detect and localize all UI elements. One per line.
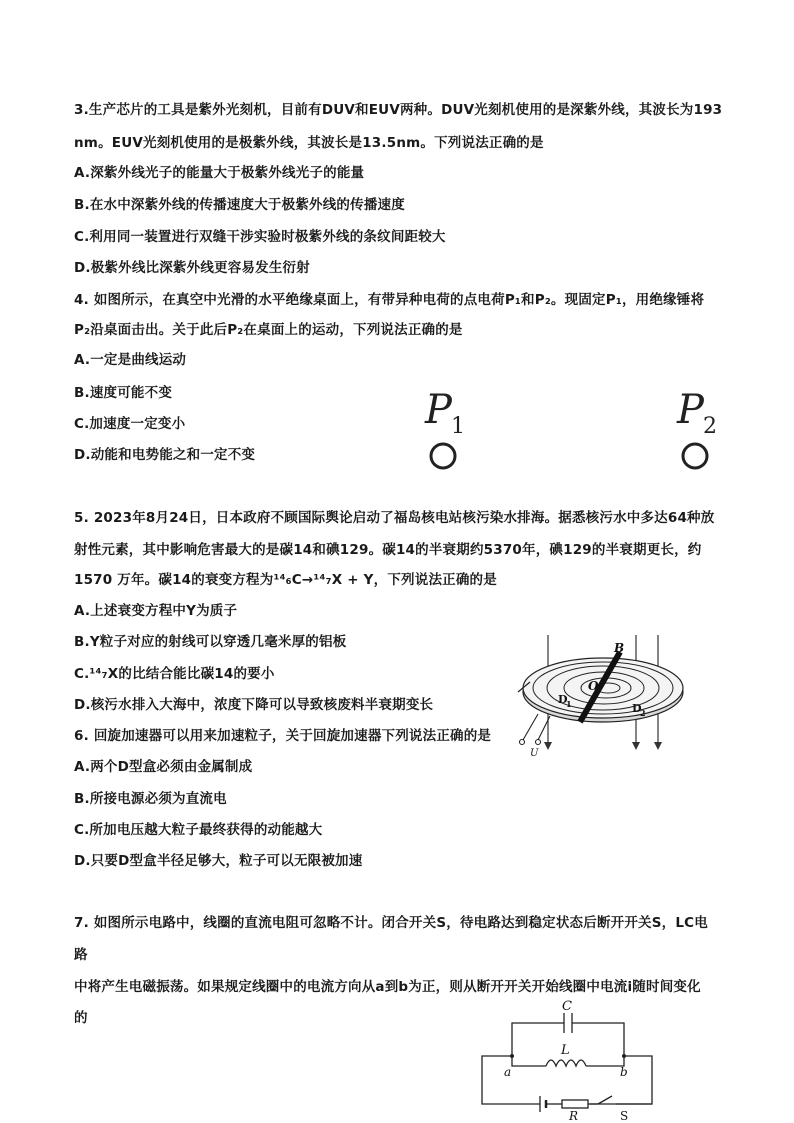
label-r: R: [569, 1109, 579, 1123]
q4-option-c: C.加速度一定变小: [74, 416, 186, 432]
label-b: b: [620, 1065, 628, 1079]
label-l: L: [561, 1043, 570, 1058]
label-b: B: [614, 641, 625, 655]
q3-option-c: C.利用同一装置进行双缝干涉实验时极紫外线的条纹间距较大: [74, 229, 446, 245]
label-d1: D: [558, 693, 568, 706]
q7-stem-line2: 路: [74, 947, 88, 963]
q7-lc-circuit-figure: [470, 996, 670, 1123]
label-d2-sub: 2: [640, 708, 646, 718]
q6-option-c: C.所加电压越大粒子最终获得的动能越大: [74, 822, 323, 838]
p2-subscript: 2: [703, 414, 717, 439]
p2-charge-circle: [683, 444, 707, 468]
q6-option-d: D.只要D型盒半径足够大，粒子可以无限被加速: [74, 853, 363, 869]
label-u: U: [530, 748, 539, 759]
field-arrow-icon: [632, 742, 640, 750]
q5-stem-line1: 5. 2023年8月24日，日本政府不顾国际舆论启动了福岛核电站核污染水排海。据悉核污水中多达64种放: [74, 510, 715, 526]
label-s: S: [620, 1109, 629, 1123]
q3-option-d: D.极紫外线比深紫外线更容易发生衍射: [74, 260, 310, 276]
circuit-wires: [482, 1013, 652, 1112]
q3-option-b: B.在水中深紫外线的传播速度大于极紫外线的传播速度: [74, 197, 405, 213]
q4-option-b: B.速度可能不变: [74, 385, 173, 401]
q5-option-c: C.¹⁴₇X的比结合能比碳14的要小: [74, 666, 275, 682]
junction-a: [510, 1054, 514, 1058]
label-a: a: [504, 1065, 512, 1079]
q5-option-b: B.Y粒子对应的射线可以穿透几毫米厚的铝板: [74, 634, 347, 650]
q4-option-a: A.一定是曲线运动: [74, 352, 187, 368]
q4-option-d: D.动能和电势能之和一定不变: [74, 447, 256, 463]
q5-option-d: D.核污水排入大海中，浓度下降可以导致核废料半衰期变长: [74, 697, 434, 713]
p1-charge-circle: [431, 444, 455, 468]
voltage-leads: [520, 714, 551, 745]
q3-option-a: A.深紫外线光子的能量大于极紫外线光子的能量: [74, 165, 365, 181]
q6-option-a: A.两个D型盒必须由金属制成: [74, 759, 253, 775]
junction-b: [622, 1054, 626, 1058]
q4-stem-line1: 4. 如图所示，在真空中光滑的水平绝缘桌面上，有带异种电荷的点电荷P₁和P₂。现固定P₁，用绝缘锤将: [74, 292, 705, 308]
p2-label: P: [677, 387, 704, 433]
q4-charges-figure: [415, 378, 725, 478]
label-d2: D: [632, 702, 642, 715]
field-arrow-icon: [544, 742, 552, 750]
q3-stem-line2: nm。EUV光刻机使用的是极紫外线，其波长是13.5nm。下列说法正确的是: [74, 135, 544, 151]
q6-stem-line1: 6. 回旋加速器可以用来加速粒子，关于回旋加速器下列说法正确的是: [74, 728, 492, 744]
q4-stem-line2: P₂沿桌面击出。关于此后P₂在桌面上的运动，下列说法正确的是: [74, 322, 463, 338]
label-o: O: [588, 679, 599, 693]
q7-stem-line4: 的: [74, 1010, 88, 1026]
q3-stem-line1: 3.生产芯片的工具是紫外光刻机，目前有DUV和EUV两种。DUV光刻机使用的是深紫外线，其波长为193: [74, 102, 723, 118]
label-c: C: [562, 999, 572, 1014]
label-d1-sub: 1: [566, 699, 572, 709]
q5-stem-line2: 射性元素，其中影响危害最大的是碳14和碘129。碳14的半衰期约5370年，碘129的半衰期更长，约: [74, 542, 702, 558]
q7-stem-line3: 中将产生电磁振荡。如果规定线圈中的电流方向从a到b为正，则从断开开关开始线圈中电流i随时间变化: [74, 979, 701, 995]
q6-option-b: B.所接电源必须为直流电: [74, 791, 227, 807]
q5-option-a: A.上述衰变方程中Y为质子: [74, 603, 238, 619]
p1-subscript: 1: [451, 414, 465, 439]
q7-stem-line1: 7. 如图所示电路中，线圈的直流电阻可忽略不计。闭合开关S，待电路达到稳定状态后断开开关S，LC电: [74, 915, 708, 931]
q5-stem-line3: 1570 万年。碳14的衰变方程为¹⁴₆C→¹⁴₇X + Y，下列说法正确的是: [74, 572, 497, 588]
p1-label: P: [425, 387, 452, 433]
q6-cyclotron-figure: [508, 630, 688, 760]
field-arrow-icon: [654, 742, 662, 750]
